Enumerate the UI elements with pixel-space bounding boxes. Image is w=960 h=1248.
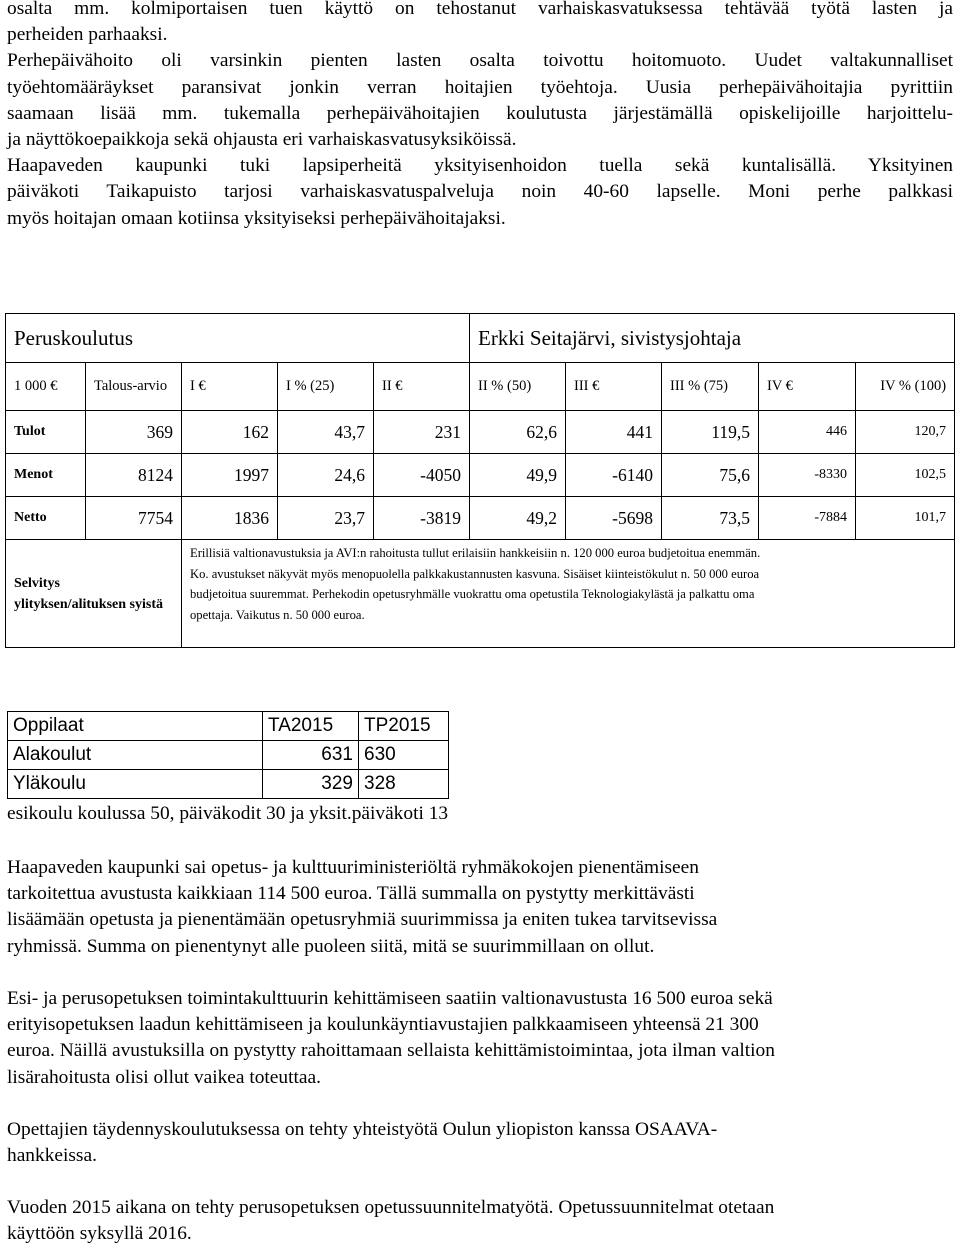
- value-cell: 43,7: [278, 411, 374, 454]
- column-header: Oppilaat: [8, 712, 263, 741]
- unit-label: 1 000 €: [6, 363, 86, 411]
- table-row: [6, 411, 955, 454]
- paragraph-line: käyttöön syksyllä 2016.: [7, 1223, 192, 1245]
- section-title: Peruskoulutus: [6, 314, 470, 363]
- intro-line: päiväkoti Taikapuisto tarjosi varhaiskasvatuspalveluja noin 40-60 lapselle. Moni perhe palkkasi: [7, 181, 953, 203]
- responsible-person: Erkki Seitajärvi, sivistysjohtaja: [470, 314, 955, 363]
- column-header: IV % (100): [856, 363, 955, 411]
- intro-line: työehtomääräykset paransivat jonkin verran hoitajien työehtoja. Uusia perhepäivähoitajia pyrittiin: [7, 76, 953, 98]
- table-row: [6, 454, 955, 497]
- paragraph: [7, 986, 953, 1091]
- value-cell: 328: [359, 770, 449, 799]
- value-cell: 49,2: [470, 497, 566, 540]
- explanation-line: Erillisiä valtionavustuksia ja AVI:n rahoitusta tullut erilaisiin hankkeisiin n. 120 000 euroa budjetoitua enemmän.: [190, 546, 761, 560]
- value-cell: 162: [182, 411, 278, 454]
- pupils-note: esikoulu koulussa 50, päiväkodit 30 ja yksit.päiväkoti 13: [7, 803, 449, 824]
- intro-line: osalta mm. kolmiportaisen tuen käyttö on tehostanut varhaiskasvatuksessa tehtävää työtä lasten ja: [7, 0, 953, 19]
- paragraph-line: Vuoden 2015 aikana on tehty perusopetuksen opetussuunnitelmatyötä. Opetussuunnitelmat otetaan: [7, 1197, 775, 1218]
- budget-cell: 369: [86, 411, 182, 454]
- row-label: Alakoulut: [8, 741, 263, 770]
- row-label: Tulot: [6, 411, 86, 454]
- paragraph-line: Haapaveden kaupunki sai opetus- ja kulttuuriministeriöltä ryhmäkokojen pienentämiseen: [7, 857, 699, 878]
- column-header: I % (25): [278, 363, 374, 411]
- value-cell: 329: [263, 770, 359, 799]
- value-cell: -3819: [374, 497, 470, 540]
- pupils-table: [7, 711, 449, 799]
- paragraph: [7, 1195, 953, 1247]
- column-header: I €: [182, 363, 278, 411]
- column-header: III % (75): [662, 363, 759, 411]
- value-cell: 119,5: [662, 411, 759, 454]
- row-label: Menot: [6, 454, 86, 497]
- table-row: [8, 770, 449, 799]
- value-cell: 1997: [182, 454, 278, 497]
- budget-title-row: [6, 314, 955, 363]
- column-header: IV €: [759, 363, 856, 411]
- paragraph-line: lisäämään opetusta ja pienentämään opetusryhmiä suurimmissa ja eniten tukea tarvitsevissa: [7, 909, 718, 931]
- value-cell: -7884: [759, 497, 856, 540]
- paragraph-line: lisärahoitusta olisi ollut vaikea toteuttaa.: [7, 1066, 321, 1088]
- explanation-label: Selvitys ylityksen/alituksen syistä: [6, 540, 182, 648]
- budget-header-row: [6, 363, 955, 411]
- row-label: Netto: [6, 497, 86, 540]
- explanation-line: Ko. avustukset näkyvät myös menopuolella palkkakustannusten kasvuna. Sisäiset kiinteistökulut n. 50 000 euroa: [190, 566, 760, 581]
- paragraph-line: Esi- ja perusopetuksen toimintakulttuurin kehittämiseen saatiin valtionavustusta 16 500 euroa sekä: [7, 988, 773, 1009]
- value-cell: 631: [263, 741, 359, 770]
- value-cell: 630: [359, 741, 449, 770]
- value-cell: -5698: [566, 497, 662, 540]
- paragraph-line: euroa. Näillä avustuksilla on pystytty rahoittamaan sellaista kehittämistoimintaa, jota ilman valtion: [7, 1040, 775, 1062]
- column-header: TA2015: [263, 712, 359, 741]
- value-cell: 101,7: [856, 497, 955, 540]
- explanation-line: budjetoitua suuremmat. Perhekodin opetusryhmälle vuokrattu oma opetustila Teknologiakylästä ja palkattu oma: [190, 587, 755, 601]
- value-cell: -8330: [759, 454, 856, 497]
- value-cell: 102,5: [856, 454, 955, 497]
- value-cell: -4050: [374, 454, 470, 497]
- column-header: II €: [374, 363, 470, 411]
- value-cell: 23,7: [278, 497, 374, 540]
- value-cell: 231: [374, 411, 470, 454]
- table-row: [6, 497, 955, 540]
- intro-line: ja näyttökoepaikkoja sekä ohjausta eri varhaiskasvatusyksiköissä.: [7, 129, 517, 151]
- intro-line: Perhepäivähoito oli varsinkin pienten lasten osalta toivottu hoitomuoto. Uudet valtakunnalliset: [7, 50, 953, 72]
- explanation-line: opettaja. Vaikutus n. 50 000 euroa.: [190, 607, 365, 622]
- explanation-row: [6, 540, 955, 648]
- paragraph-line: tarkoitettua avustusta kaikkiaan 114 500 euroa. Tällä summalla on pystytty merkittävästi: [7, 883, 695, 905]
- value-cell: 1836: [182, 497, 278, 540]
- explanation-text: [182, 540, 955, 648]
- value-cell: 75,6: [662, 454, 759, 497]
- paragraph-line: hankkeissa.: [7, 1145, 97, 1167]
- intro-line: perheiden parhaaksi.: [7, 24, 168, 46]
- paragraph: [7, 855, 953, 960]
- paragraph-line: ryhmissä. Summa on pienentynyt alle puoleen siitä, mitä se suurimmillaan on ollut.: [7, 935, 655, 957]
- value-cell: 446: [759, 411, 856, 454]
- table-header-row: [8, 712, 449, 741]
- column-header: TP2015: [359, 712, 449, 741]
- value-cell: 120,7: [856, 411, 955, 454]
- value-cell: 441: [566, 411, 662, 454]
- row-label: Yläkoulu: [8, 770, 263, 799]
- intro-line: Haapaveden kaupunki tuki lapsiperheitä yksityisenhoidon tuella sekä kuntalisällä. Yksityinen: [7, 155, 953, 177]
- budget-cell: 8124: [86, 454, 182, 497]
- budget-cell: 7754: [86, 497, 182, 540]
- intro-paragraph: [7, 0, 953, 232]
- budget-table: [5, 313, 955, 648]
- intro-line: myös hoitajan omaan kotiinsa yksityiseksi perhepäivähoitajaksi.: [7, 207, 506, 229]
- paragraph-line: erityisopetuksen laadun kehittämiseen ja koulunkäyntiavustajien palkkaamiseen yhteensä 21 300: [7, 1014, 759, 1036]
- column-header: II % (50): [470, 363, 566, 411]
- paragraph-line: Opettajien täydennyskoulutuksessa on tehty yhteistyötä Oulun yliopiston kanssa OSAAVA-: [7, 1119, 718, 1140]
- value-cell: 62,6: [470, 411, 566, 454]
- value-cell: -6140: [566, 454, 662, 497]
- column-header: III €: [566, 363, 662, 411]
- value-cell: 49,9: [470, 454, 566, 497]
- value-cell: 73,5: [662, 497, 759, 540]
- value-cell: 24,6: [278, 454, 374, 497]
- budget-column-header: Talous-arvio: [86, 363, 182, 411]
- intro-line: saamaan lisää mm. tukemalla perhepäivähoitajien koulutusta järjestämällä opiskelijoille harjoittelu-: [7, 102, 953, 124]
- paragraph: [7, 1117, 953, 1169]
- table-row: [8, 741, 449, 770]
